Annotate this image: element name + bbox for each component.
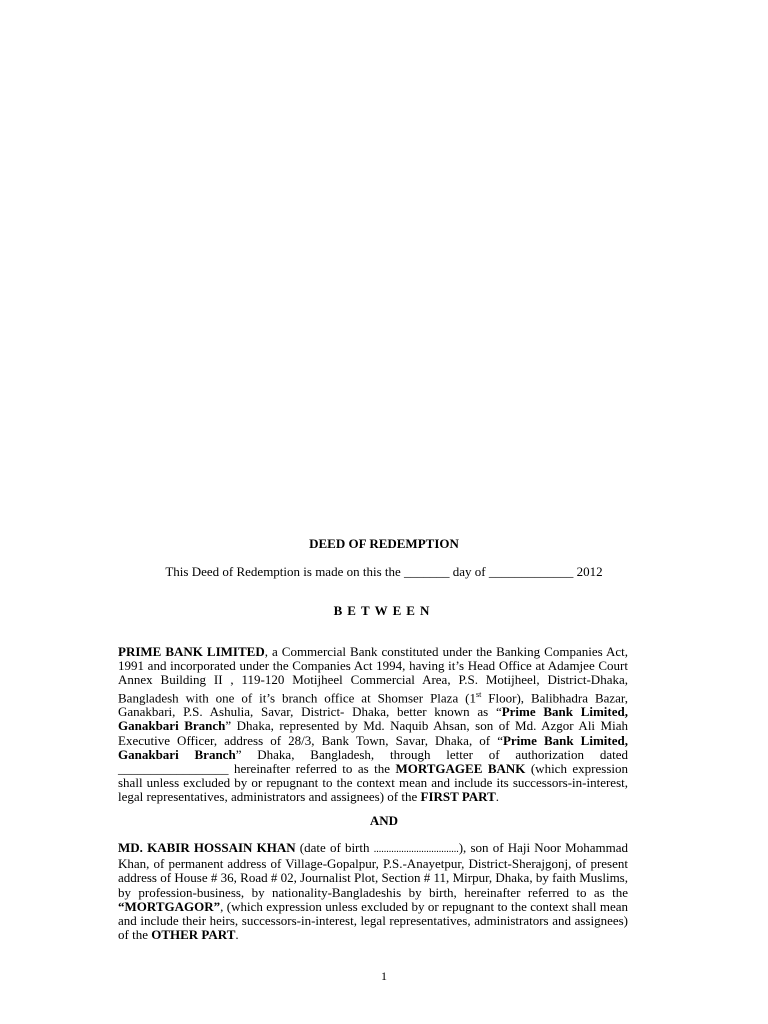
- between-heading: BETWEEN: [333, 603, 435, 618]
- first-party-paragraph: PRIME BANK LIMITED, a Commercial Bank constituted under the Banking Companies Act, 1991 and incorporated under the Companies Act 1994, having it’s Head Office at Adamjee Court Annex Building II , 119-120 Motijheel Commercial Area, P.S. Motijheel, District-Dhaka, Bangladesh with one of it’s branch office at Shomser Plaza (1st Floor), Balibhadra Bazar, Ganakbari, P.S. Ashulia, Savar, District- Dhaka, better known as “Prime Bank Limited, Ganakbari Branch” Dhaka, represented by Md. Naquib Ahsan, son of Md. Azgor Ali Miah Executive Officer, address of 28/3, Bank Town, Savar, Dhaka, of “Prime Bank Limited, Ganakbari Branch” Dhaka, Bangladesh, through letter of authorization dated _________________ hereinafter referred to as the MORTGAGEE BANK (which expression shall unless excluded by or repugnant to the context mean and include its successors-in-interest, legal representatives, administrators and assignees) of the FIRST PART.: [118, 644, 629, 805]
- page-number: 1: [381, 969, 387, 983]
- second-party-paragraph: MD. KABIR HOSSAIN KHAN (date of birth ..................................), son of Haji Noor Mohammad Khan, of permanent address of Village-Gopalpur, P.S.-Anayetpur, District-Sherajgonj, of present address of House # 36, Road # 02, Journalist Plot, Section # 11, Mirpur, Dhaka, by faith Muslims, by profession-business, by nationality-Bangladeshis by birth, hereinafter referred to as the “MORTGAGOR”, (which expression unless excluded by or repugnant to the context shall mean and include their heirs, successors-in-interest, legal representatives, administrators and assignees) of the OTHER PART.: [118, 840, 628, 943]
- branch-name: Prime Bank Limited, Ganakbari Branch: [118, 704, 629, 734]
- branch-name: Prime Bank Limited, Ganakbari Branch: [118, 732, 628, 762]
- floor-superscript: st: [476, 689, 482, 699]
- mortgagee-role: MORTGAGEE BANK: [395, 760, 526, 776]
- date-line: This Deed of Redemption is made on this the _______ day of _____________ 2012: [165, 564, 603, 579]
- second-party-name: MD. KABIR HOSSAIN KHAN: [118, 840, 296, 855]
- first-part-label: FIRST PART: [420, 789, 496, 805]
- document-title: DEED OF REDEMPTION: [309, 536, 459, 551]
- dob-blank: ..................................: [373, 844, 459, 855]
- and-heading: AND: [369, 813, 399, 828]
- other-part-label: OTHER PART: [151, 927, 236, 943]
- first-party-name: PRIME BANK LIMITED: [118, 644, 265, 659]
- mortgagor-role: “MORTGAGOR”: [118, 898, 221, 914]
